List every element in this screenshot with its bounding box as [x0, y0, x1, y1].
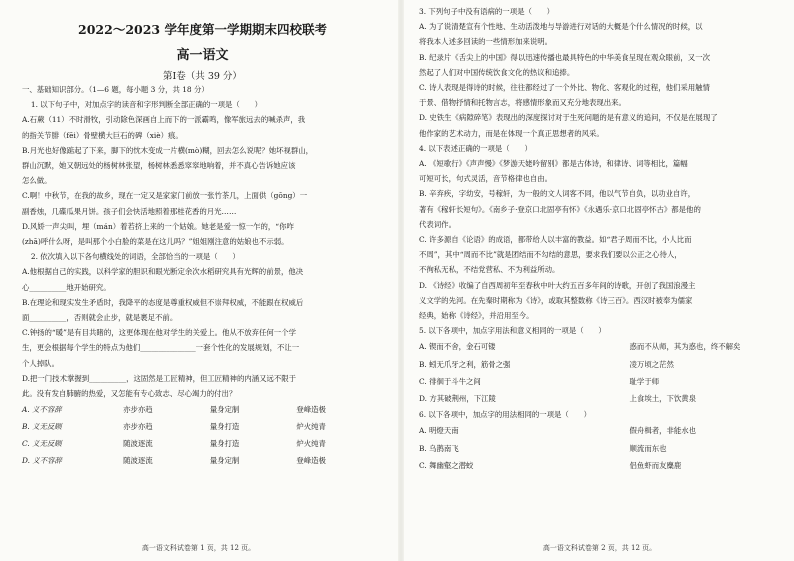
q2-line: C.钟扬的“暖”是有目共睹的，这更体现在他对学生的关爱上。他从不放弃任何一个学 [22, 328, 296, 338]
q4-line: 著有《稼轩长短句》。《南乡子·登京口北固亭有怀》《永遇乐·京口北固亭怀古》都是他的 [419, 204, 701, 214]
option-cell: 量身定制 [209, 456, 240, 466]
q3-line: C. 诗人表现是得诗的时候，往往都经过了一个外比、物化、客观化的过程，他们采用触情 [419, 83, 710, 93]
q6-option-row [419, 440, 782, 457]
q1-line: 1. 以下句子中，对加点字的读音和字形判断全部正确的一项是（ ） [30, 100, 262, 110]
q2-option-row [22, 452, 383, 469]
q2-options-table [22, 401, 383, 469]
q2-line: 个人掉队。 [22, 358, 59, 368]
option-left: B. 乌鹊南飞 [419, 443, 459, 453]
q2-line: 此。没有发自肺腑的热爱，又怎能有专心致志、尽心竭力的付出？ [22, 389, 237, 399]
q2-line: D.把一门技术掌握到__________，这固然是工匠精神，但工匠精神的内涵又远不限于 [22, 373, 297, 383]
option-cell: 炉火纯青 [296, 439, 326, 449]
q5-option-row [419, 356, 782, 373]
exam-title: 2022～2023 学年度第一学期期末四校联考 [78, 22, 327, 37]
option-cell: 量身定制 [209, 405, 240, 415]
q3-line: A. 为了说清楚宣有个性地、生动活泼地与导游进行对话的大概是个什么情况的时候，以 [419, 22, 703, 32]
q2-option-row [22, 418, 383, 435]
q2-line: A.他根据自己的实践，以科学家的胆识和眼光断定余次水稻研究具有光辉的前景，他决 [22, 267, 304, 277]
option-cell: 登峰造极 [296, 456, 326, 466]
right-page [405, 0, 794, 561]
question-2 [22, 249, 383, 401]
q4-line: 不周”，其中“周而不比”就是团结而不勾结的意思，要求我们要以公正之心待人， [419, 250, 682, 260]
q4-line: 经典，始称《诗经》，并沿用至今。 [419, 311, 534, 321]
question-6 [419, 407, 782, 474]
option-left: C. 舞幽壑之潜蛟 [419, 460, 474, 470]
q4-line: 代表词作。 [419, 219, 456, 229]
option-cell: 随波逐流 [123, 439, 153, 449]
q3-line: 然起了人们对中国传统饮食文化的热议和追捧。 [419, 67, 575, 77]
q6-lead: 6. 以下各项中，加点字的用法相同的一项是（ ） [419, 410, 591, 420]
option-cell: 量身打造 [209, 422, 240, 432]
question-1 [22, 97, 383, 249]
q6-option-row [419, 457, 782, 474]
q3-line: B. 纪录片《舌尖上的中国》得以迅速传播也最具特色的中华美食呈现在观众眼前，又一次 [419, 52, 710, 62]
q4-line: C. 许多源自《论语》的成语，都带给人以丰富的教益。如“君子周而不比，小人比而 [419, 235, 692, 245]
option-left: C. 徘徊于斗牛之间 [419, 376, 481, 386]
option-right: 惑而不从师，其为惑也，终不解矣 [629, 342, 741, 352]
option-right: 上食埃土，下饮黄泉 [629, 394, 697, 404]
q1-line: D.风娇一声尖叫，埋（mán）着若挤上来的一个姑娘。她老是爱一惊一乍的，“你咋 [22, 221, 294, 231]
q4-line: A. 《短歌行》《声声慢》《梦游天姥吟留别》都是古体诗，和律诗、词等相比，篇幅 [419, 159, 688, 169]
option-right: 侣鱼虾而友麋鹿 [629, 460, 682, 470]
option-left: D. 方其破荆州，下江陵 [419, 394, 496, 404]
option-cell: 量身打造 [209, 439, 240, 449]
page-footer: 高一语文科试卷第 2 页，共 12 页。 [542, 544, 657, 552]
q3-line: 3. 下列句子中没有语病的一项是（ ） [419, 7, 555, 16]
option-cell: 登峰造极 [296, 405, 326, 415]
section-heading: 一、基础知识部分。（1—6 题，每小题 3 分，共 18 分） [22, 85, 209, 94]
q4-line: 不徇私无私，不结党营私、不为利益所动。 [419, 265, 560, 275]
option-cell: 炉火纯青 [296, 422, 326, 432]
option-left: B. 蚓无爪牙之利，筋骨之强 [419, 359, 511, 369]
option-right: 假舟楫者，非能水也 [629, 426, 697, 436]
q1-line: A.石蕨（11）不时滑牧，引动除色深画自上而下的一派霸鸣，像军旅远去的喊杀声，我 [22, 115, 306, 125]
option-cell: 亦步亦趋 [123, 405, 153, 415]
q4-line: 义文学的先河。在先秦时期称为《诗》，或取其整数称《诗三百》。西汉时被奉为儒家 [419, 295, 693, 305]
q5-option-row [419, 373, 782, 390]
q1-line: 群山沉默，她又朝远处的杨树林张望，杨树林悉悉窣窣地响着，并不真心告诉她应该 [22, 161, 296, 171]
option-cell: 亦步亦趋 [123, 422, 153, 432]
q1-line: B.月光也好像踮起了下来，脚下的忱木变成一片横(mò)糊，回去怎么说呢？她坏视群山， [22, 145, 314, 155]
question-3 [419, 4, 782, 141]
q2-line: 生，更会根据每个学生的特点为他们_______________一套个性化的发展规划，不让一 [22, 343, 300, 353]
option-label: A. 义不容辞 [22, 405, 62, 415]
q4-line: B. 辛弃疾，字幼安，号稼轩，为一般的文人词客不同，他以气节自负，以功业自许， [419, 189, 696, 199]
subject-title: 高一语文 [176, 48, 229, 63]
page-gutter [398, 0, 404, 561]
q2-line: 心__________地开始研究。 [22, 282, 111, 292]
q2-option-row [22, 401, 383, 418]
q4-line: 4. 以下表述正确的一项是（ ） [419, 143, 532, 153]
option-cell: 随波逐流 [123, 456, 153, 466]
q1-line: (zhā)呼什么呀，是叫那个小白脸的菜是在这儿吗？”姐姐刚注意的姑娘也不示弱。 [22, 237, 289, 247]
option-label: D. 义不容辞 [22, 456, 62, 466]
q3-line: 他作家的艺术动力，而是在体现一个真正思想者的风采。 [419, 128, 604, 138]
q2-option-row [22, 435, 383, 452]
question-5 [419, 323, 782, 407]
q3-line: 将我本人述多回读的一些情形加来说明。 [419, 37, 553, 47]
option-label: C. 义无反顾 [22, 439, 62, 449]
q1-line: C.啊！中秋节，在我的故乡，现在一定又是家家门前放一张竹茶几，上面供（gōng）一 [22, 191, 308, 201]
q4-line: 可短可长，句式灵活，音节格律也自由。 [419, 174, 553, 184]
option-right: 顺流而东也 [629, 443, 667, 453]
q2-line: 2. 依次填入以下各句横线处的词语，全部恰当的一项是（ ） [30, 252, 240, 262]
q4-line: D. 《诗经》收编了自西周初年至春秋中叶大约五百多年间的诗歌，开创了我国浪漫主 [419, 280, 696, 290]
part-heading: 第Ⅰ卷（共 39 分） [163, 71, 242, 82]
q3-line: 于景、借物抒情和托物言志，将感情形象而又充分地表现出来。 [419, 98, 626, 108]
option-left: A. 明燈天南 [419, 426, 459, 436]
q2-line: B.在理论和现实发生矛盾时，我降平的态度是尊重权威但不崇拜权威，不能跟在权威后 [22, 297, 304, 307]
option-left: A. 锲而不舍，金石可镂 [419, 342, 496, 352]
q2-line: 面__________，否则就会止步，就是裹足不前。 [22, 313, 178, 323]
q6-option-row [419, 422, 782, 439]
q5-lead: 5. 以下各项中，加点字用法和意义相同的一项是（ ） [419, 326, 606, 336]
q1-line: 的指关节腓（fēi）骨壁横大巨石的碑（xiè）痕。 [22, 130, 183, 140]
option-right: 耻学于师 [629, 376, 660, 386]
q5-option-row [419, 338, 782, 355]
page-footer: 高一语文科试卷第 1 页，共 12 页。 [141, 544, 256, 552]
question-4 [419, 141, 782, 323]
q1-line: 怎么做。 [22, 176, 52, 186]
q1-line: 副香烛，几碟瓜果月饼。孩子们会快活地照着那桂花香的月光…… [22, 206, 237, 216]
option-right: 凌万顷之茫然 [629, 359, 674, 369]
q3-line: D. 史铁生《病隙碎笔》表现出的深度探讨对于生死问题的是有意义的追问，不仅是在展现了 [419, 113, 718, 123]
option-label: B. 义无反顾 [22, 422, 62, 432]
q5-option-row [419, 390, 782, 407]
